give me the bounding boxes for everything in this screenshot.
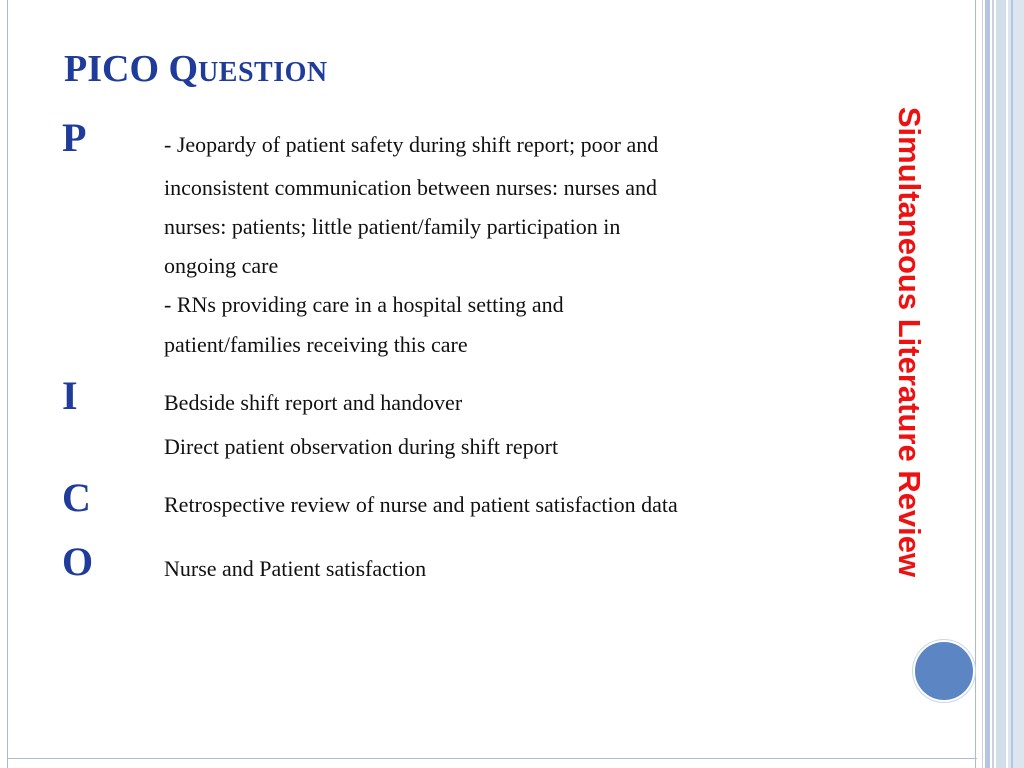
p-line-2: inconsistent communication between nurses: nurses and [164, 175, 658, 200]
title-pico: PICO [64, 48, 159, 90]
decorative-stripe [996, 0, 1006, 768]
o-line-1: Nurse and Patient satisfaction [164, 556, 427, 581]
frame-bottom-line [7, 758, 977, 759]
title-q: Q [168, 48, 199, 90]
p-line-1: - Jeopardy of patient safety during shift report; poor and [164, 132, 659, 157]
pico-letter-i: I [62, 373, 78, 418]
p-line-5: - RNs providing care in a hospital setting and [164, 292, 564, 317]
vertical-title: Simultaneous Literature Review [892, 106, 927, 578]
decorative-circle [913, 640, 975, 702]
p-line-6: patient/families receiving this care [164, 332, 468, 357]
pico-letter-o: O [62, 539, 94, 584]
decorative-stripe [982, 0, 983, 768]
decorative-stripe [992, 0, 994, 768]
title-rest: UESTION [198, 57, 328, 88]
pico-letter-p: P [62, 115, 87, 160]
frame-left-line [7, 0, 8, 768]
decorative-stripe [1011, 0, 1013, 768]
pico-letter-c: C [62, 475, 91, 520]
i-line-2: Direct patient observation during shift report [164, 434, 559, 459]
decorative-stripe [985, 0, 990, 768]
p-line-3: nurses: patients; little patient/family participation in [164, 214, 621, 239]
p-line-4: ongoing care [164, 253, 279, 278]
i-line-1: Bedside shift report and handover [164, 390, 463, 415]
frame-right-line [975, 0, 976, 768]
c-line-1: Retrospective review of nurse and patient satisfaction data [164, 492, 678, 517]
slide-title [64, 46, 328, 96]
